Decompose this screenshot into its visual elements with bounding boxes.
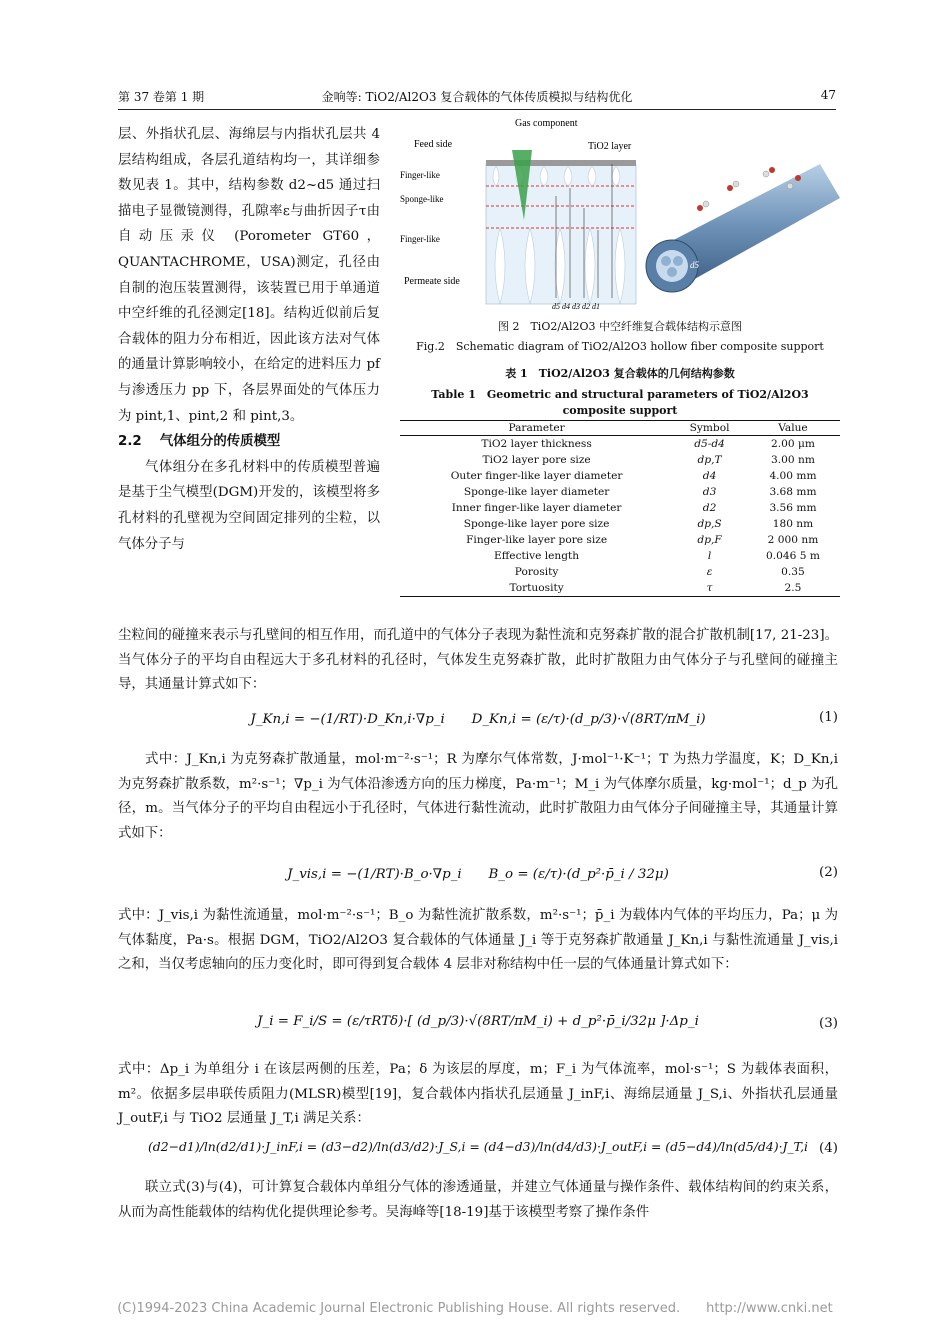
table-title-cn: 表 1 TiO2/Al2O3 复合载体的几何结构参数 bbox=[505, 367, 735, 380]
permeate-side-label: Permeate side bbox=[404, 276, 460, 287]
table-row: TiO2 layer pore size dp,T 3.00 nm bbox=[482, 454, 815, 466]
left-column bbox=[118, 122, 380, 557]
table-row: Outer finger-like layer diameter d4 4.00 mm bbox=[450, 470, 817, 482]
feed-side-label: Feed side bbox=[414, 139, 453, 150]
equation-3 bbox=[118, 1006, 838, 1046]
hollow-fiber-schematic bbox=[400, 116, 840, 312]
equation-number: (4) bbox=[819, 1141, 838, 1156]
diameter-labels: d5 d4 d3 d2 d1 bbox=[552, 302, 600, 311]
copyright-footer: (C)1994-2023 China Academic Journal Electronic Publishing House. All rights reserved. http://www.cnki.net bbox=[117, 1301, 833, 1316]
figure-2 bbox=[400, 116, 840, 312]
figure-caption-en: Fig.2 Schematic diagram of TiO2/Al2O3 hollow fiber composite support bbox=[416, 340, 824, 353]
table-row: Effective length l 0.046 5 m bbox=[494, 550, 820, 562]
column-header: Parameter bbox=[400, 421, 673, 436]
equation-body: J_vis,i = −(1/RT)·B_o·∇p_i B_o = (ε/τ)·(d_p²·p̄_i / 32μ) bbox=[287, 867, 669, 882]
equation-1 bbox=[118, 700, 838, 740]
table-row: Tortuosity τ 2.5 bbox=[400, 580, 840, 597]
header-rule bbox=[118, 109, 836, 110]
table-header-row bbox=[400, 421, 840, 436]
journal-volume: 第 37 卷第 1 期 bbox=[118, 90, 205, 104]
table-row: Sponge-like layer pore size dp,S 180 nm bbox=[463, 518, 814, 530]
equation-body: J_i = F_i/S = (ε/τRTδ)·[ (d_p/3)·√(8RT/πM_i) + d_p²·p̄_i/32μ ]·Δp_i bbox=[257, 1014, 699, 1029]
page-number: 47 bbox=[820, 88, 836, 102]
sponge-label: Sponge-like bbox=[400, 194, 444, 204]
section-heading bbox=[118, 429, 380, 455]
table-title-en-1: Table 1 Geometric and structural parameters of TiO2/Al2O3 bbox=[431, 388, 809, 401]
section-number: 2.2 bbox=[118, 434, 142, 450]
table-row: Finger-like layer pore size dp,F 2 000 nm bbox=[466, 534, 819, 546]
equation-body: (d2−d1)/ln(d2/d1)·J_inF,i = (d3−d2)/ln(d3/d2)·J_S,i = (d4−d3)/ln(d4/d3)·J_outF,i = (d5−d4)/ln(d5/d4)·J_T,i bbox=[147, 1139, 809, 1154]
table-row: TiO2 layer thickness d5-d4 2.00 μm bbox=[481, 438, 815, 450]
equation-2 bbox=[118, 855, 838, 895]
body-paragraph-6: 式中：Δp_i 为单组分 i 在该层两侧的压差，Pa；δ 为该层的厚度，m；F_i 为气体流率，mol·s⁻¹；S 为载体表面积，m²。依据多层串联传质阻力(MLSR)模型[19]，复合载体内指状孔层通量 J_inF,i、海绵层通量 J_S,i、外指状孔层通量 J_outF,i 与 TiO2 层通量 J_T,i 满足关系： bbox=[118, 1062, 838, 1126]
parameters-table bbox=[400, 420, 840, 597]
equation-body: J_Kn,i = −(1/RT)·D_Kn,i·∇p_i D_Kn,i = (ε/τ)·(d_p/3)·√(8RT/πM_i) bbox=[250, 712, 706, 727]
table-row: Inner finger-like layer diameter d2 3.56 mm bbox=[451, 502, 817, 514]
body-paragraph-4: 式中：J_Kn,i 为克努森扩散通量，mol·m⁻²·s⁻¹；R 为摩尔气体常数，J·mol⁻¹·K⁻¹；T 为热力学温度，K；D_Kn,i 为克努森扩散系数，m²·s⁻¹；∇p_i 为气体沿渗透方向的压力梯度，Pa·m⁻¹；M_i 为气体摩尔质量，kg·mol⁻¹；d_p 为孔径，m。当气体分子的平均自由程远小于孔径时，气体进行黏性流动，此时扩散阻力由气体分子间碰撞主导，其通量计算式如下： bbox=[118, 752, 838, 841]
fiber-lumen bbox=[656, 250, 688, 282]
table-title-en-2: composite support bbox=[562, 404, 678, 417]
body-paragraph-7: 联立式(3)与(4)，可计算复合载体内单组分气体的渗透通量，并建立气体通量与操作条件、载体结构间的约束关系，从而为高性能载体的结构优化提供理论参考。吴海峰等[18-19]基于该模型考察了操作条件 bbox=[118, 1180, 838, 1220]
running-header bbox=[118, 86, 836, 108]
running-title: 金响等: TiO2/Al2O3 复合载体的气体传质模拟与结构优化 bbox=[321, 90, 633, 104]
finger-inner-label: Finger-like bbox=[400, 234, 440, 244]
column-header: Value bbox=[746, 421, 840, 436]
equation-number: (2) bbox=[819, 865, 838, 880]
column-header: Symbol bbox=[673, 421, 746, 436]
equation-number: (1) bbox=[819, 710, 838, 725]
equation-4 bbox=[118, 1131, 838, 1171]
equation-number: (3) bbox=[819, 1016, 838, 1031]
section-title: 气体组分的传质模型 bbox=[159, 434, 281, 450]
body-paragraph-5: 式中：J_vis,i 为黏性流通量，mol·m⁻²·s⁻¹；B_o 为黏性流扩散系数，m²·s⁻¹；p̄_i 为载体内气体的平均压力，Pa；μ 为气体黏度，Pa·s。根据 DGM，TiO2/Al2O3 复合载体的气体通量 J_i 等于克努森扩散通量 J_Kn,i 与黏性流通量 J_vis,i 之和，当仅考虑轴向的压力变化时，即可得到复合载体 4 层非对称结构中任一层的气体通量计算式如下： bbox=[118, 908, 838, 972]
finger-outer-label: Finger-like bbox=[400, 170, 440, 180]
gas-component-label: Gas component bbox=[515, 118, 578, 129]
tio2-layer-label: TiO2 layer bbox=[588, 141, 632, 152]
paragraph: 层、外指状孔层、海绵层与内指状孔层共 4 层结构组成，各层孔道结构均一，其详细参数见表 1。其中，结构参数 d2~d5 通过扫描电子显微镜测得，孔隙率ε与曲折因子τ由自动压汞仪 (Porometer GT60，QUANTACHROME，USA)测定，孔径由自制的泡压装置测得，该装置已用于单通道中空纤维的孔径测定[18]。结构近似前后复合载体的阻力分布相近，因此该方法对气体的通量计算影响较小，在给定的进料压力 pf 与渗透压力 pp 下，各层界面处的气体压力为 pint,1、pint,2 和 pint,3。 bbox=[118, 127, 380, 424]
body-paragraph-3: 尘粒间的碰撞来表示与孔壁间的相互作用，而孔道中的气体分子表现为黏性流和克努森扩散的混合扩散机制[17, 21-23]。当气体分子的平均自由程远大于多孔材料的孔径时，气体发生克努森扩散，此时扩散阻力由气体分子与孔壁间的碰撞主导，其通量计算式如下： bbox=[118, 628, 838, 692]
paragraph: 气体组分在多孔材料中的传质模型普遍是基于尘气模型(DGM)开发的，该模型将多孔材料的孔壁视为空间固定排列的尘粒，以气体分子与 bbox=[118, 459, 380, 552]
tube-d5-label: d5 bbox=[690, 260, 699, 270]
figure-caption-cn: 图 2 TiO2/Al2O3 中空纤维复合载体结构示意图 bbox=[497, 320, 743, 333]
table-row: Sponge-like layer diameter d3 3.68 mm bbox=[463, 486, 817, 498]
tio2-layer-band bbox=[486, 160, 636, 166]
table-row: Porosity ε 0.35 bbox=[514, 566, 805, 578]
